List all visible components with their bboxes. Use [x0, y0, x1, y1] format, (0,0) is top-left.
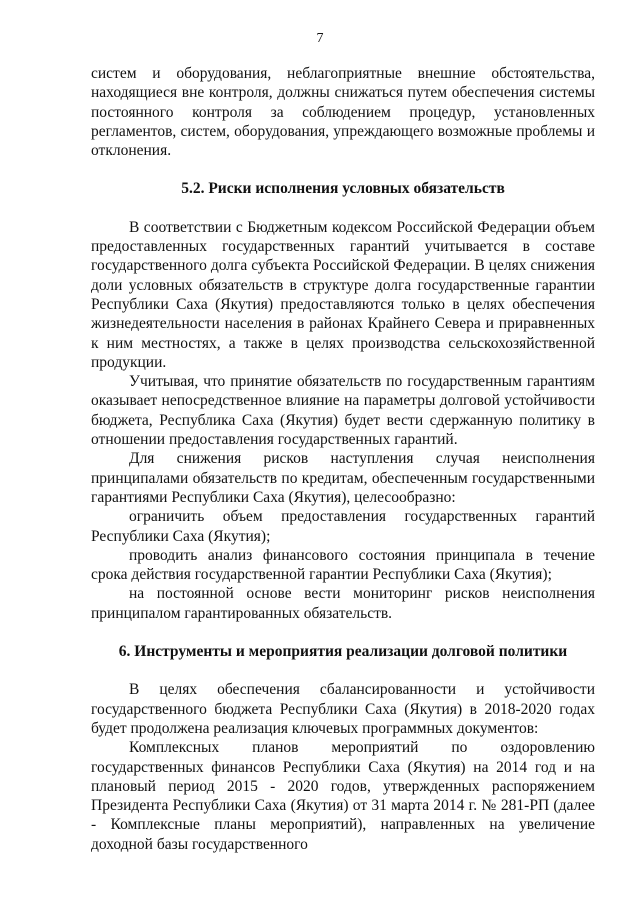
paragraph-6: Комплексных планов мероприятий по оздоровлению государственных финансов Республики Саха (Якутия) на 2014 год и на плановый период 2015 - 2020 годов, утвержденных распоряжением Президента Республики Саха (Якутия) от 31 марта 2014 г. № 281-РП (далее - Комплексные планы мероприятий), направленных на увеличение доходной базы государственного	[91, 739, 595, 853]
paragraph-4: Для снижения рисков наступления случая неисполнения принципалами обязательств по кредитам, обеспеченным государственными гарантиями Республики Саха (Якутия), целесообразно:	[91, 450, 595, 506]
page-number: 7	[316, 31, 324, 46]
paragraph-2: В соответствии с Бюджетным кодексом Российской Федерации объем предоставленных государственных гарантий учитывается в составе государственного долга субъекта Российской Федерации. В целях снижения доли условных обязательств в структуре долга государственные гарантии Республики Саха (Якутия) предоставляются только в целях обеспечения жизнедеятельности населения в районах Крайнего Севера и приравненных к ним местностях, а также в целях производства сельскохозяйственной продукции.	[91, 218, 595, 371]
paragraph-3: Учитывая, что принятие обязательств по государственным гарантиям оказывает непосредственное влияние на параметры долговой устойчивости бюджета, Республика Саха (Якутия) будет вести сдержанную политику в отношении предоставления государственных гарантий.	[91, 373, 595, 449]
section-heading-5-2: 5.2. Риски исполнения условных обязательств	[181, 180, 505, 198]
spacer	[91, 199, 595, 218]
page-content	[91, 64, 595, 854]
list-item-limit-guarantees: ограничить объем предоставления государственных гарантий Республики Саха (Якутия);	[91, 508, 595, 545]
list-item-analysis: проводить анализ финансового состояния принципала в течение срока действия государственной гарантии Республики Саха (Якутия);	[91, 546, 595, 584]
spacer	[91, 160, 595, 179]
list-item-monitoring: на постоянной основе вести мониторинг рисков неисполнения принципалом гарантированных обязательств.	[91, 585, 595, 622]
section-heading-6: 6. Инструменты и мероприятия реализации долговой политики	[118, 643, 568, 661]
spacer	[91, 623, 595, 642]
paragraph-5: В целях обеспечения сбалансированности и устойчивости государственного бюджета Республики Саха (Якутия) в 2018-2020 годах будет продолжена реализация ключевых программных документов:	[91, 681, 595, 737]
spacer	[91, 661, 595, 680]
paragraph-1: систем и оборудования, неблагоприятные внешние обстоятельства, находящиеся вне контроля, должны снижаться путем обеспечения системы постоянного контроля за соблюдением процедур, установленных регламентов, систем, оборудования, упреждающего возможные проблемы и отклонения.	[91, 65, 595, 160]
